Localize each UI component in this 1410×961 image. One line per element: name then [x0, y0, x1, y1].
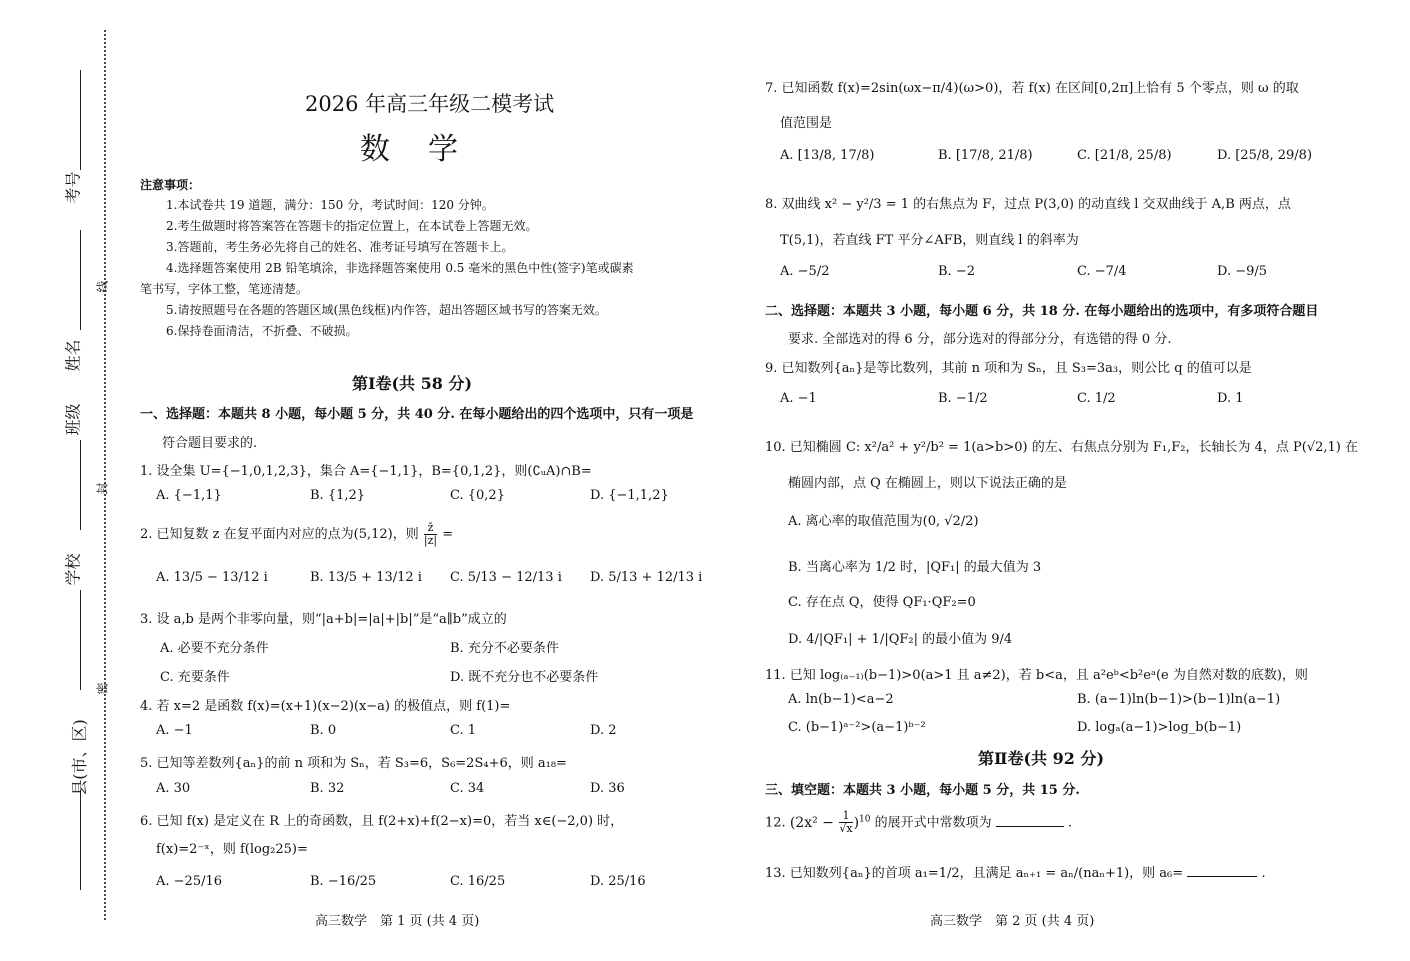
notice-item: 4.选择题答案使用 2B 铅笔填涂，非选择题答案使用 0.5 毫米的黑色中性(签字)笔或碳素	[166, 261, 634, 275]
q4-option: B. 0	[310, 723, 337, 738]
q3-option: C. 充要条件	[160, 670, 230, 685]
q10-option: C. 存在点 Q，使得 QF₁·QF₂=0	[788, 595, 976, 610]
q4-option: A. −1	[156, 723, 193, 738]
xingming-label: 姓名	[63, 339, 83, 372]
q7-stem-line2: 值范围是	[780, 116, 833, 131]
q2-option: B. 13/5 + 13/12 i	[310, 570, 422, 585]
q9-stem: 9. 已知数列{aₙ}是等比数列，其前 n 项和为 Sₙ，且 S₃=3a₃，则公比 q 的值可以是	[765, 361, 1252, 376]
q8-option: A. −5/2	[780, 264, 830, 279]
q3-option: A. 必要不充分条件	[160, 641, 269, 656]
q5-option: C. 34	[450, 781, 485, 796]
notice-item: 3.答题前，考生务必先将自己的姓名、准考证号填写在答题卡上。	[166, 240, 514, 254]
q13-text: 13. 已知数列{aₙ}的首项 a₁=1/2，且满足 aₙ₊₁ = aₙ/(naₙ+1)，则 a₆=	[765, 866, 1184, 881]
section1-line: 一、选择题：本题共 8 小题，每小题 5 分，共 40 分. 在每小题给出的四个选项中，只有一项是	[140, 407, 694, 422]
xuexiao-label: 学校	[63, 553, 83, 586]
section1-line: 符合题目要求的.	[162, 436, 258, 451]
notice-item: 5.请按照题号在各题的答题区域(黑色线框)内作答，超出答题区域书写的答案无效。	[166, 303, 607, 317]
q2-fraction: $\frac{z̄}{|z|}$	[423, 521, 438, 547]
q8-option: C. −7/4	[1077, 264, 1127, 279]
q1-stem: 1. 设全集 U={−1,0,1,2,3}，集合 A={−1,1}，B={0,1,2}，则(∁ᵤA)∩B=	[140, 464, 592, 479]
part2-heading: 第Ⅱ卷(共 92 分)	[978, 749, 1105, 768]
q11-option: B. (a−1)ln(b−1)>(b−1)ln(a−1)	[1077, 692, 1281, 707]
q1-option: B. {1,2}	[310, 488, 366, 503]
q7-option: B. [17/8, 21/8)	[938, 148, 1033, 163]
q12-stem	[765, 810, 1072, 835]
q3-option: D. 既不充分也不必要条件	[450, 670, 599, 685]
q4-option: C. 1	[450, 723, 477, 738]
q11-option: C. (b−1)ᵃ⁻²>(a−1)ᵇ⁻²	[788, 720, 926, 735]
q7-stem: 7. 已知函数 f(x)=2sin(ωx−π/4)(ω>0)，若 f(x) 在区间[0,2π]上恰有 5 个零点，则 ω 的取	[765, 81, 1299, 96]
q4-stem: 4. 若 x=2 是函数 f(x)=(x+1)(x−2)(x−a) 的极值点，则 f(1)=	[140, 699, 511, 714]
q4-option: D. 2	[590, 723, 617, 738]
q6-stem-line2: f(x)=2⁻ˣ，则 f(log₂25)=	[156, 842, 308, 857]
q10-option: A. 离心率的取值范围为(0, √2/2)	[788, 514, 979, 529]
q11-stem: 11. 已知 log₍ₐ₋₁₎(b−1)>0(a>1 且 a≠2)，若 b<a，且 a²eᵇ<b²eᵃ(e 为自然对数的底数)，则	[765, 668, 1308, 683]
q6-option: A. −25/16	[156, 874, 223, 889]
notice-item: 6.保持卷面清洁，不折叠、不破损。	[166, 324, 358, 338]
q2-option: C. 5/13 − 12/13 i	[450, 570, 562, 585]
q10-option: D. 4/|QF₁| + 1/|QF₂| 的最小值为 9/4	[788, 632, 1013, 647]
q8-stem-line2: T(5,1)，若直线 FT 平分∠AFB，则直线 l 的斜率为	[780, 233, 1079, 248]
q8-stem: 8. 双曲线 x² − y²/3 = 1 的右焦点为 F，过点 P(3,0) 的动直线 l 交双曲线于 A,B 两点，点	[765, 197, 1291, 212]
q8-option: D. −9/5	[1217, 264, 1268, 279]
q13-answer-blank[interactable]	[1187, 876, 1257, 877]
q7-option: C. [21/8, 25/8)	[1077, 148, 1172, 163]
q5-stem: 5. 已知等差数列{aₙ}的前 n 项和为 Sₙ，若 S₃=6，S₆=2S₄+6，则 a₁₈=	[140, 756, 567, 771]
q9-option: D. 1	[1217, 391, 1244, 406]
q6-option: D. 25/16	[590, 874, 646, 889]
q10-stem-line2: 椭圆内部，点 Q 在椭圆上，则以下说法正确的是	[788, 476, 1067, 491]
q9-option: A. −1	[780, 391, 817, 406]
xingming-line	[80, 230, 81, 330]
q5-option: B. 32	[310, 781, 345, 796]
xuexiao-line	[80, 590, 81, 690]
page2-footer: 高三数学 第 2 页 (共 4 页)	[930, 914, 1095, 929]
q7-option: A. [13/8, 17/8)	[780, 148, 875, 163]
q5-option: A. 30	[156, 781, 191, 796]
kaohao-line	[80, 70, 81, 170]
q12-end: .	[1067, 815, 1073, 831]
q6-stem: 6. 已知 f(x) 是定义在 R 上的奇函数，且 f(2+x)+f(2−x)=0，若当 x∈(−2,0) 时，	[140, 814, 624, 829]
q2-stem	[140, 522, 453, 547]
q12-number: 12.	[765, 815, 786, 831]
q12-expression: (2x² − $\frac{1}{√x}$ )$^{10}$	[789, 809, 871, 835]
section3-line: 三、填空题：本题共 3 小题，每小题 5 分，共 15 分.	[765, 783, 1080, 798]
banji-line	[80, 440, 81, 530]
part1-heading: 第Ⅰ卷(共 58 分)	[352, 374, 473, 393]
q7-option: D. [25/8, 29/8)	[1217, 148, 1313, 163]
q11-option: A. ln(b−1)<a−2	[788, 692, 894, 707]
q9-option: C. 1/2	[1077, 391, 1116, 406]
exam-title: 2026 年高三年级二模考试	[305, 92, 555, 116]
notice-item: 笔书写，字体工整，笔迹清楚。	[140, 282, 309, 296]
q1-option: D. {−1,1,2}	[590, 488, 669, 503]
q6-option: B. −16/25	[310, 874, 377, 889]
q2-stem-text: 2. 已知复数 z 在复平面内对应的点为(5,12)，则	[140, 527, 419, 542]
page1-footer: 高三数学 第 1 页 (共 4 页)	[315, 914, 480, 929]
q2-option: A. 13/5 − 13/12 i	[156, 570, 268, 585]
section2-line: 二、选择题：本题共 3 小题，每小题 6 分，共 18 分. 在每小题给出的选项中，有多项符合题目	[765, 304, 1319, 319]
q10-stem: 10. 已知椭圆 C: x²/a² + y²/b² = 1(a>b>0) 的左、右焦点分别为 F₁,F₂，长轴长为 4，点 P(√2,1) 在	[765, 440, 1358, 455]
q8-option: B. −2	[938, 264, 975, 279]
q12-text: 的展开式中常数项为	[874, 815, 992, 831]
xian-line	[80, 790, 81, 890]
notice-item: 1.本试卷共 19 道题，满分：150 分，考试时间：120 分钟。	[166, 198, 494, 212]
q13-end: .	[1261, 866, 1266, 881]
seal-mark-mi: 密	[95, 682, 110, 695]
banji-label: 班级	[63, 403, 83, 436]
q2-option: D. 5/13 + 12/13 i	[590, 570, 703, 585]
q2-stem-eq: =	[442, 527, 454, 542]
section2-line: 要求. 全部选对的得 6 分，部分选对的得部分分，有选错的得 0 分.	[788, 332, 1172, 347]
notice-head: 注意事项：	[140, 178, 201, 192]
xian-label: 县(市、区)	[69, 719, 89, 796]
q11-option: D. logₐ(a−1)>log_b(b−1)	[1077, 720, 1242, 735]
q5-option: D. 36	[590, 781, 625, 796]
seal-mark-feng: 封	[95, 482, 110, 495]
q1-option: C. {0,2}	[450, 488, 505, 503]
seal-mark-xian: 线	[95, 280, 110, 293]
q10-option: B. 当离心率为 1/2 时，|QF₁| 的最大值为 3	[788, 560, 1042, 575]
q9-option: B. −1/2	[938, 391, 988, 406]
q3-stem: 3. 设 a,b 是两个非零向量，则“|a+b|=|a|+|b|”是“a∥b”成立的	[140, 612, 507, 627]
q13-stem	[765, 862, 1266, 881]
q6-option: C. 16/25	[450, 874, 506, 889]
kaohao-label: 考号	[63, 171, 83, 204]
q1-option: A. {−1,1}	[156, 488, 222, 503]
notice-item: 2.考生做题时将答案答在答题卡的指定位置上，在本试卷上答题无效。	[166, 219, 538, 233]
seal-dotted-line	[104, 30, 106, 920]
subject-title: 数 学	[360, 132, 462, 167]
q12-answer-blank[interactable]	[996, 826, 1064, 827]
q3-option: B. 充分不必要条件	[450, 641, 559, 656]
